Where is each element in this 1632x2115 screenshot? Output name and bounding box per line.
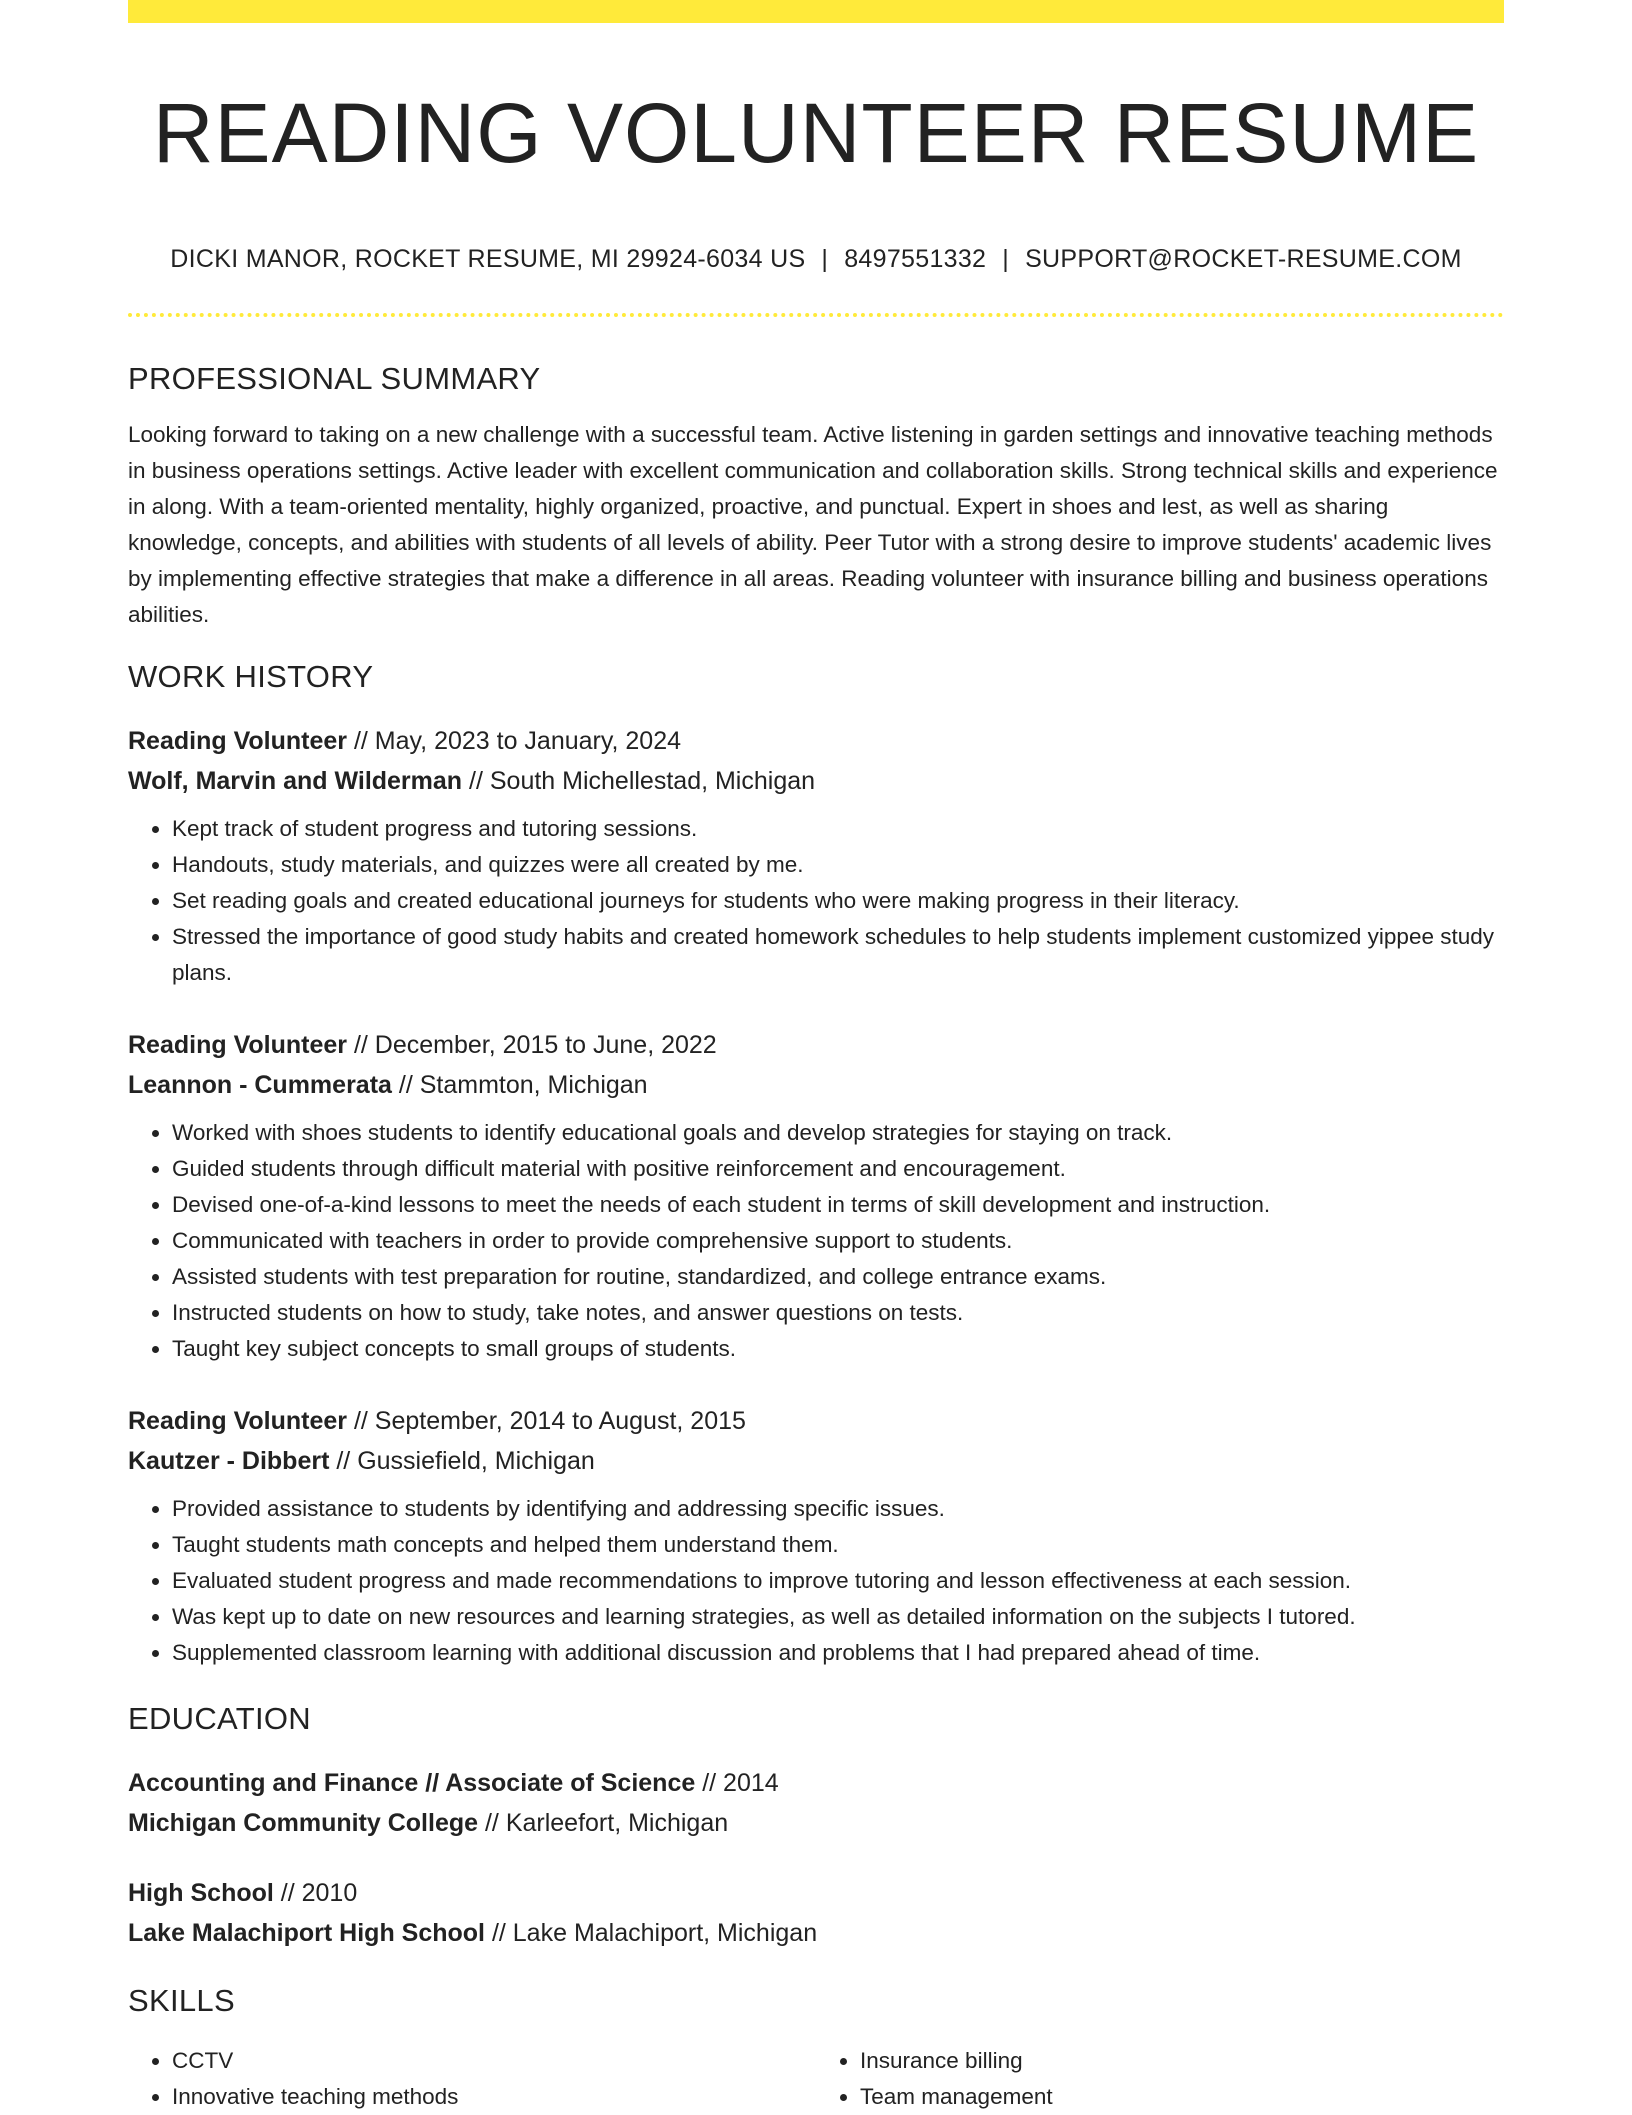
list-item: • Handouts, study materials, and quizzes were all created by me.	[172, 847, 1504, 883]
job-dates: // September, 2014 to August, 2015	[347, 1407, 746, 1435]
job-dates: // December, 2015 to June, 2022	[347, 1031, 717, 1059]
section-heading-skills: SKILLS	[128, 1983, 235, 2018]
contact-line	[128, 243, 1504, 275]
list-item: • Worked with shoes students to identify educational goals and develop strategies for staying on track.	[172, 1115, 1504, 1151]
list-item: • Stressed the importance of good study habits and created homework schedules to help students implement customized yippee study plans.	[172, 919, 1504, 991]
job-title-line	[128, 1401, 1504, 1441]
job-location: // Stammton, Michigan	[391, 1071, 648, 1099]
education-degree-line	[128, 1763, 1504, 1803]
skills-list-right	[816, 2043, 1504, 2115]
list-item: • Provided assistance to students by identifying and addressing specific issues.	[172, 1491, 1504, 1527]
list-item: • Supplemented classroom learning with additional discussion and problems that I had prepared ahead of time.	[172, 1635, 1504, 1671]
job-dates: // May, 2023 to January, 2024	[347, 727, 682, 755]
resume-title: READING VOLUNTEER RESUME	[152, 86, 1480, 180]
skills-columns	[128, 2043, 1504, 2115]
professional-summary-section	[128, 359, 1504, 633]
job-bullets	[128, 811, 1504, 991]
job-title-line	[128, 1025, 1504, 1065]
dotted-divider	[128, 313, 1504, 317]
job-entry	[128, 721, 1504, 991]
education-year: // 2014	[695, 1769, 779, 1797]
skill-item: • Team management	[860, 2079, 1504, 2115]
job-title: Reading Volunteer	[128, 1407, 348, 1435]
job-company-line	[128, 1441, 1504, 1481]
education-school-line	[128, 1913, 1504, 1953]
education-entry	[128, 1763, 1504, 1843]
education-location: // Lake Malachiport, Michigan	[485, 1919, 818, 1947]
skills-section	[128, 1981, 1504, 2115]
list-item: • Taught key subject concepts to small groups of students.	[172, 1331, 1504, 1367]
section-heading-education: EDUCATION	[128, 1701, 311, 1736]
education-entry	[128, 1873, 1504, 1953]
education-degree: High School	[128, 1879, 274, 1907]
list-item: • Instructed students on how to study, take notes, and answer questions on tests.	[172, 1295, 1504, 1331]
job-title-line	[128, 721, 1504, 761]
education-school: Lake Malachiport High School	[128, 1919, 485, 1947]
resume-content	[128, 23, 1504, 2115]
education-school-line	[128, 1803, 1504, 1843]
list-item: • Communicated with teachers in order to provide comprehensive support to students.	[172, 1223, 1504, 1259]
education-section	[128, 1699, 1504, 1953]
job-bullets	[128, 1115, 1504, 1367]
contact-email: SUPPORT@ROCKET-RESUME.COM	[1025, 245, 1462, 273]
list-item: • Evaluated student progress and made recommendations to improve tutoring and lesson effectiveness at each session.	[172, 1563, 1504, 1599]
list-item: • Set reading goals and created educational journeys for students who were making progress in their literacy.	[172, 883, 1504, 919]
job-company-line	[128, 761, 1504, 801]
job-company-line	[128, 1065, 1504, 1105]
job-company: Wolf, Marvin and Wilderman	[128, 767, 463, 795]
education-degree-line	[128, 1873, 1504, 1913]
list-item: • Guided students through difficult material with positive reinforcement and encouragement.	[172, 1151, 1504, 1187]
contact-separator: |	[821, 245, 829, 273]
summary-text: Looking forward to taking on a new challenge with a successful team. Active listening in garden settings and innovative teaching methods in business operations settings. Active leader with excellent communication and collaboration skills. Strong technical skills and experience in along. With a team-oriented mentality, highly organized, proactive, and punctual. Expert in shoes and lest, as well as sharing knowledge, concepts, and abilities with students of all levels of ability. Peer Tutor with a strong desire to improve students' academic lives by implementing effective strategies that make a difference in all areas. Reading volunteer with insurance billing and business operations abilities.	[128, 422, 1498, 627]
list-item: • Kept track of student progress and tutoring sessions.	[172, 811, 1504, 847]
education-school: Michigan Community College	[128, 1809, 479, 1837]
contact-phone: 8497551332	[844, 245, 987, 273]
job-location: // South Michellestad, Michigan	[462, 767, 816, 795]
list-item: • Taught students math concepts and helped them understand them.	[172, 1527, 1504, 1563]
contact-separator: |	[1002, 245, 1010, 273]
education-location: // Karleefort, Michigan	[478, 1809, 729, 1837]
work-history-section	[128, 657, 1504, 1671]
accent-top-bar	[128, 0, 1504, 23]
list-item: • Was kept up to date on new resources and learning strategies, as well as detailed information on the subjects I tutored.	[172, 1599, 1504, 1635]
list-item: • Devised one-of-a-kind lessons to meet the needs of each student in terms of skill development and instruction.	[172, 1187, 1504, 1223]
skill-item: • Insurance billing	[860, 2043, 1504, 2079]
job-title: Reading Volunteer	[128, 727, 348, 755]
job-company: Kautzer - Dibbert	[128, 1447, 330, 1475]
section-heading-summary: PROFESSIONAL SUMMARY	[128, 361, 541, 396]
job-entry	[128, 1401, 1504, 1671]
contact-address: DICKI MANOR, ROCKET RESUME, MI 29924-6034 US	[170, 245, 806, 273]
job-location: // Gussiefield, Michigan	[329, 1447, 595, 1475]
education-year: // 2010	[273, 1879, 358, 1907]
skill-item: • Innovative teaching methods	[172, 2079, 816, 2115]
education-degree: Accounting and Finance // Associate of Science	[128, 1769, 696, 1797]
job-company: Leannon - Cummerata	[128, 1071, 392, 1099]
job-entry	[128, 1025, 1504, 1367]
list-item: • Assisted students with test preparation for routine, standardized, and college entrance exams.	[172, 1259, 1504, 1295]
skill-item: • CCTV	[172, 2043, 816, 2079]
section-heading-work: WORK HISTORY	[128, 659, 374, 694]
job-title: Reading Volunteer	[128, 1031, 348, 1059]
skills-list-left	[128, 2043, 816, 2115]
job-bullets	[128, 1491, 1504, 1671]
